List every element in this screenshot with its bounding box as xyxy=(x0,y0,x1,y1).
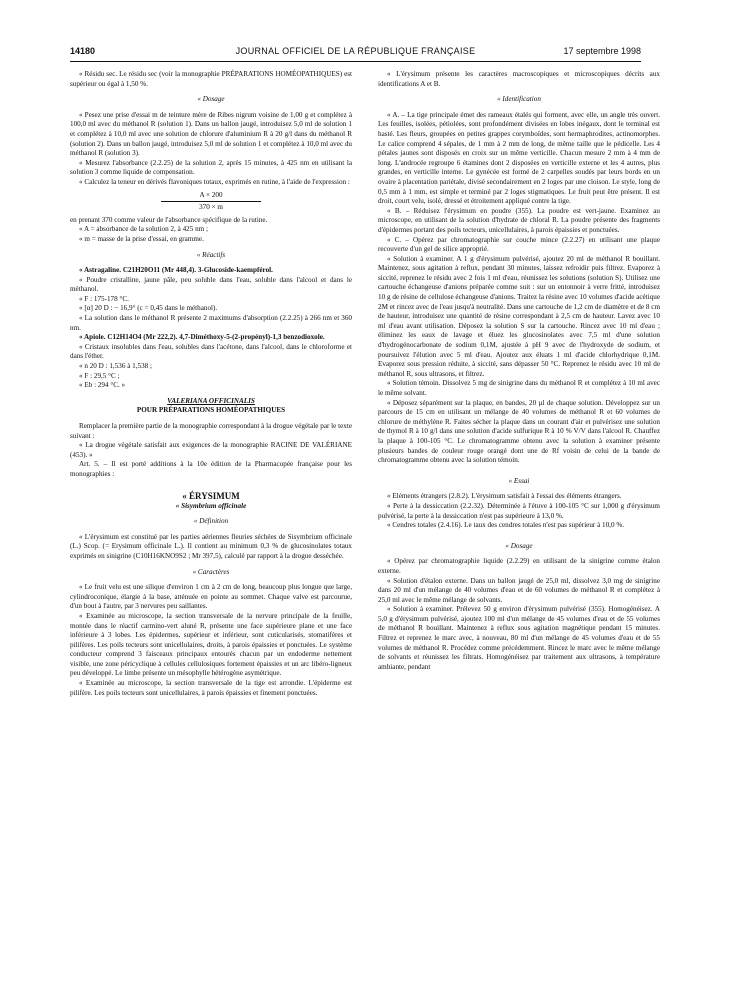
left-column xyxy=(70,70,352,698)
dosage-paragraph: « Pesez une prise d'essai m de teinture mère de Ribes nigrum voisine de 1,00 g et complétez à 100,0 ml avec du méthanol R (solution 1). Dans un ballon jaugé, introduisez 5,0 ml de solution 1 et complétez à 10,0 ml avec une solution de chlorure d'aluminium R à 20 g/l dans du méthanol R (solution 2). Dans un ballon jaugé, introduisez 5,0 ml de solution 1 et complétez à 10,0 ml avec du méthanol R (solution 3). xyxy=(70,110,352,158)
dosage-paragraph-right: « Solution à examiner. Prélevez 50 g environ d'érysimum pulvérisé (355). Homogénéisez. A 5,0 g d'érysimum pulvérisé, ajoutez 100 ml d'un mélange de 45 volumes d'eau et de 55 volumes de méthanol R bouillant. Maintenez à reflux sous agitation magnétique pendant 15 minutes. Filtrez et reprenez le marc avec, à nouveau, 80 ml d'un mélange de 45 volumes d'eau et de 55 volumes de méthanol R. Procédez comme précédemment. Rincez le marc avec le même mélange de solvants et réunissez les filtrats. Homogénéisez par traitement aux ultrasons, à température ambiante, pendant xyxy=(378,605,660,671)
valeriana-subheading: POUR PRÉPARATIONS HOMÉOPATHIQUES xyxy=(136,406,286,415)
cendres-totales: « Cendres totales (2.4.16). Le taux des cendres totales n'est pas supérieur à 10,0 %. xyxy=(387,521,625,530)
dosage-paragraph: « Mesurez l'absorbance (2.2.25) de la solution 2, après 15 minutes, à 425 nm en utilisant la solution 3 comme liquide de compensation. xyxy=(70,158,352,177)
apiole-entry: « Apiole. C12H14O4 (Mr 222,2). 4,7-Diméthoxy-5-(2-propényl)-1,3 benzodioxole. xyxy=(79,333,325,342)
astragaline-entry: « Astragaline. C21H20O11 (Mr 448,4). 3-Glucoside-kaempférol. xyxy=(79,266,273,275)
page-number: 14180 xyxy=(70,46,96,56)
article-5: Art. 5. – Il est porté additions à la 10e édition de la Pharmacopée française pour les monographies : xyxy=(70,460,352,478)
valeriana-paragraph: « La drogue végétale satisfait aux exigences de la monographie RACINE DE VALÉRIANE (453). » xyxy=(70,441,352,459)
reactif-paragraph: « Eb : 294 °C. » xyxy=(79,381,126,390)
definition-heading: « Définition xyxy=(193,517,229,526)
erysimum-subheading: « Sisymbrium officinale xyxy=(175,501,247,510)
reactifs-heading: « Réactifs xyxy=(196,250,226,259)
reactif-paragraph: « n 20 D : 1,536 à 1,538 ; xyxy=(79,362,152,371)
dosage-paragraph-right: « Opérez par chromatographie liquide (2.2.29) en utilisant de la sinigrine comme étalon externe. xyxy=(378,557,660,575)
publication-date: 17 septembre 1998 xyxy=(563,46,641,56)
journal-title: JOURNAL OFFICIEL DE LA RÉPUBLIQUE FRANÇAISE xyxy=(235,46,476,56)
page-header xyxy=(70,46,641,60)
dosage-paragraph: « A = absorbance de la solution 2, à 425 nm ; xyxy=(79,225,208,234)
caracteres-paragraph: « Examinée au microscope, la section transversale de la tige est arrondie. L'épiderme est pilifère. Les poils tecteurs sont unicellulaires, à parois épaissies et finement ponctuées. xyxy=(70,679,352,697)
dosage-paragraph-right: « Solution d'étalon externe. Dans un ballon jaugé de 25,0 ml, dissolvez 3,0 mg de sinigrine dans 20 ml d'un mélange de 40 volumes d'eau et de 60 volumes de méthanol R et complétez à 25,0 ml avec le même mélange de solvants. xyxy=(378,576,660,604)
perte-dessiccation: « Perte à la dessiccation (2.2.32). Déterminée à l'étuve à 100-105 °C sur 1,000 g d'érysimum pulvérisé, la perte à la dessiccation n'est pas supérieure à 13,0 %. xyxy=(378,501,660,520)
caracteres-paragraph: « Examinée au microscope, la section transversale de la nervure principale de la feuille, montée dans le réactif carmino-vert aluné R, présente une face supérieure plane et une face inférieure à 3 lobes. Les épidermes, supérieur et inférieur, sont cuticularisés, stomatifères et pilifères. Les poils tecteurs sont unicellulaires, droits, à parois épaissies et ponctuées. Le système conducteur comprend 3 faisceaux principaux entourés chacun par un endoderme nettement visible, une zone péricyclique à cellules cellulosiques fortement épaissies et un arc libéro-ligneux peu développé. Le limbe présente un mésophylle hétérogène asymétrique. xyxy=(70,611,352,678)
definition-paragraph: « L'érysimum est constitué par les parties aériennes fleuries séchées de Sisymbrium officinale (L.) Scop. (= Erysimum officinale L.). Il contient au minimum 0,3 % de glucosinolates totaux exprimés en sinigrine (C10H16KNO9S2 ; Mr 397,5), calculé par rapport à la drogue desséchée. xyxy=(70,532,352,560)
elements-etrangers: « Eléments étrangers (2.8.2). L'érysimum satisfait à l'essai des éléments étrangers. xyxy=(387,492,622,501)
deposez-paragraph: « Déposez séparément sur la plaque, en bandes, 20 µl de chaque solution. Développez sur un parcours de 15 cm en utilisant un mélange de 40 volumes de méthanol R et 60 volumes de chlorure de méthylène R. Faites sécher la plaque dans un courant d'air et pulvérisez une solution de thymol R à 10 g/l dans une solution d'acide sulfurique R à 10 % V/V dans l'alcool R. Chauffez la plaque à 100-105 °C. Le chromatogramme obtenu avec la solution à examiner présente plusieurs bandes de couleur rouge orangé dont une de Rf voisin de celui de la bande de chromatogramme obtenu avec la solution témoin. xyxy=(378,398,660,465)
reactif-paragraph: « F : 29,5 °C ; xyxy=(79,371,120,380)
identification-b: « B. – Réduisez l'érysimum en poudre (355). La poudre est vert-jaune. Examinez au microscope, en utilisant de la solution d'hydrate de chloral R. La poudre présente des fragments d'épidermes portant des poils tecteurs, unicellulaires, à parois épaissies et ponctuées. xyxy=(378,206,660,234)
formula xyxy=(70,191,352,213)
dosage-paragraph: en prenant 370 comme valeur de l'absorbance spécifique de la rutine. xyxy=(70,215,268,224)
dosage-paragraph: « Calculez la teneur en dérivés flavoniques totaux, exprimés en rutine, à l'aide de l'expression : xyxy=(79,177,350,186)
formula-numerator: A × 200 xyxy=(161,191,261,203)
valeriana-paragraph: Remplacer la première partie de la monographie correspondant à la drogue végétale par le texte suivant : xyxy=(70,422,352,440)
intro-paragraph: « L'érysimum présente les caractères macroscopiques et microscopiques décrits aux identifications A et B. xyxy=(378,70,660,88)
solution-temoin: « Solution témoin. Dissolvez 5 mg de sinigrine dans du méthanol R et complétez à 10 ml avec le même solvant. xyxy=(378,379,660,397)
identification-heading: « Identification xyxy=(497,95,541,104)
reactif-paragraph: « La solution dans le méthanol R présente 2 maximums d'absorption (2.2.25) à 266 nm et 360 nm. xyxy=(70,314,352,332)
right-column xyxy=(378,70,660,672)
essai-heading: « Essai xyxy=(508,476,530,485)
formula-denominator: 370 × m xyxy=(199,203,223,212)
reactif-paragraph: « Poudre cristalline, jaune pâle, peu soluble dans l'eau, soluble dans l'alcool et dans le méthanol. xyxy=(70,275,352,294)
dosage-paragraph: « m = masse de la prise d'essai, en gramme. xyxy=(79,234,204,243)
identification-a: « A. – La tige principale émet des rameaux étalés qui forment, avec elle, un angle très ouvert. Les feuilles, isolées, pétiolées, sont profondément divisées en lobes inégaux, dont le terminal est hasté. Les fleurs, groupées en petites grappes corymboïdes, sont hermaphrodites, actinomorphes. Le calice comprend 4 sépales, de 1 mm à 2 mm de long, de même taille que le pédicelle. Les 4 pétales jaunes sont disposés en croix sur un même verticille. Chacun mesure 2 mm à 4 mm de long. L'androcée regroupe 6 étamines dont 2 disposées en verticille externe et les 4 autres, plus grandes, en verticille interne. Le gynécée est formé de 2 carpelles soudés par leurs bords en un ovaire à placentation pariétale, divisé secondairement en 2 loges par une cloison. Le style, long de 0,5 mm à 1 mm, est simple et terminé par 2 loges stigmatiques. Le fruit peut être présent. Il est droit, court velu, isolé, dressé et étroitement appliqué contre la tige. xyxy=(378,110,660,206)
identification-c: « C. – Opérez par chromatographie sur couche mince (2.2.27) en utilisant une plaque recouverte d'un gel de silice approprié. xyxy=(378,235,660,254)
residu-paragraph: « Résidu sec. Le résidu sec (voir la monographie PRÉPARATIONS HOMÉOPATHIQUES) est supérieur ou égal à 1,50 %. xyxy=(70,70,352,88)
dosage-heading-right: « Dosage xyxy=(505,541,533,550)
reactif-paragraph: « [α] 20 D : − 16,9° (c = 0,45 dans le méthanol). xyxy=(79,304,218,313)
erysimum-heading: « ÉRYSIMUM xyxy=(182,490,240,501)
dosage-heading: « Dosage xyxy=(197,95,225,104)
solution-a-examiner: « Solution à examiner. A 1 g d'érysimum pulvérisé, ajoutez 20 ml de méthanol R bouillant. Maintenez, sous agitation à reflux, pendant 30 minutes, laissez refroidir puis filtrez. Evaporez à siccité, reprenez le résidu avec 2 fois 1 ml d'eau, réunissez les solutions (solution S). Utilisez une cartouche échangeuse d'anions préparée comme suit : sur un entonnoir à verre fritté, introduisez 10 g de résine de cellulose échangeuse d'anions. Traitez la résine avec 10 volumes d'acide acétique 2M et rincez avec de l'eau jusqu'à neutralité. Dans une cartouche de 1,2 cm de diamètre et de 8 cm de hauteur, introduisez une quantité de résine correspondant à 2,5 cm de hauteur. Lavez avec 10 ml d'eau avant utilisation. Déposez la solution S sur la cartouche. Rincez avec 10 ml d'eau ; éliminez les eaux de lavage et éluez les glucosinolates avec 7,5 ml d'une solution d'hydrogénocarbonate de sodium 0,1M, ajustée à pH 9 avec de l'hydroxyde de sodium, et poursuivez l'élution avec 5 ml d'eau. Ajoutez aux éluats 1 ml d'acide chlorhydrique 0,1M. Evaporez sous pression réduite, à siccité, sans dépasser 50 °C. Reprenez le résidu avec 10 ml de méthanol R, sous ultrasons, et filtrez. xyxy=(378,254,660,378)
reactif-paragraph: « Cristaux insolubles dans l'eau, solubles dans l'acétone, dans l'alcool, dans le chloroforme et dans l'éther. xyxy=(70,342,352,361)
header-rule xyxy=(70,61,641,62)
reactif-paragraph: « F : 175-178 °C. xyxy=(79,294,129,303)
caracteres-heading: « Caractères xyxy=(192,567,230,576)
caracteres-paragraph: « Le fruit velu est une silique d'environ 1 cm à 2 cm de long, beaucoup plus longue que large, cylindroconique, élargie à la base, atténuée en pointe au sommet. Chaque valve est parcourue, d'un bout à l'autre, par 3 nervures peu saillantes. xyxy=(70,583,352,611)
valeriana-heading: VALERIANA OFFICINALIS xyxy=(167,396,255,405)
